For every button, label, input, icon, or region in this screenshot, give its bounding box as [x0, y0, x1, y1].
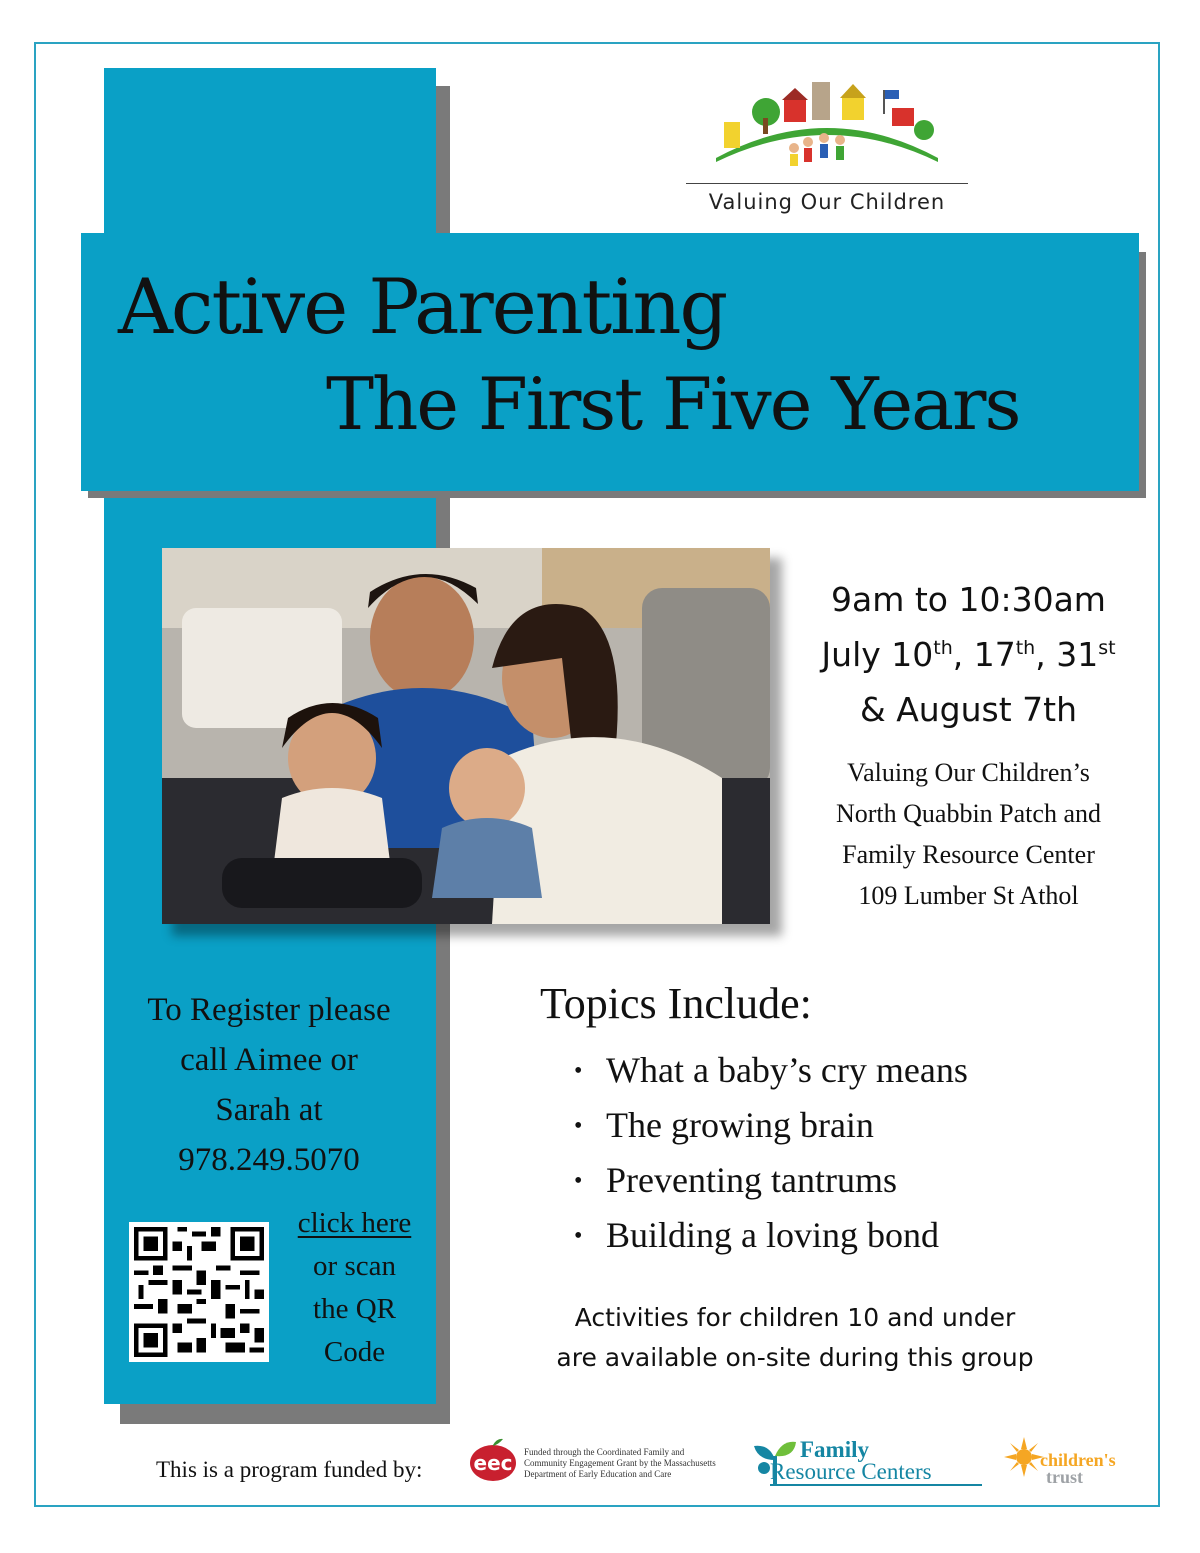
date-part: , 31	[1035, 635, 1099, 674]
title-line-2: The First Five Years	[326, 362, 1020, 446]
activities-line: are available on-site during this group	[556, 1343, 1034, 1372]
register-line: To Register please	[147, 992, 391, 1028]
qr-instructions	[282, 1202, 427, 1374]
event-details	[796, 572, 1141, 737]
eec-line: Department of Early Education and Care	[524, 1469, 672, 1479]
eec-logo	[469, 1436, 517, 1482]
event-dates-august: & August 7th	[859, 690, 1078, 729]
register-phone: 978.249.5070	[178, 1142, 360, 1178]
qr-text-line: Code	[323, 1336, 386, 1368]
date-suffix: st	[1098, 637, 1116, 659]
frc-name-line-1: Family	[800, 1437, 869, 1462]
eec-line: Funded through the Coordinated Family and	[524, 1447, 685, 1457]
location-line: Family Resource Center	[842, 840, 1095, 869]
topic-item: • Building a loving bond	[574, 1208, 968, 1263]
topic-item: • Preventing tantrums	[574, 1153, 968, 1208]
activities-line: Activities for children 10 and under	[574, 1303, 1016, 1332]
topic-item: • What a baby’s cry means	[574, 1043, 968, 1098]
logo-divider	[686, 183, 968, 184]
eec-grant-text	[524, 1447, 734, 1480]
register-line: Sarah at	[215, 1092, 323, 1128]
funded-by-label: This is a program funded by:	[156, 1457, 423, 1482]
activities-note	[520, 1298, 1070, 1378]
event-dates	[796, 627, 1141, 682]
frc-name-line-2: Resource Centers	[770, 1459, 932, 1484]
logo-org-name: Valuing Our Children	[708, 190, 946, 214]
eec-line: Community Engagement Grant by the Massachusetts	[524, 1458, 716, 1468]
family-photo	[162, 548, 770, 924]
eec-logo-text: eec	[473, 1451, 513, 1475]
date-suffix: th	[1015, 637, 1036, 659]
childrens-trust-sun-icon	[1004, 1437, 1044, 1477]
date-part: , 17	[952, 635, 1016, 674]
date-part: July 10	[821, 635, 934, 674]
date-suffix: th	[933, 637, 953, 659]
topics-heading: Topics Include:	[540, 979, 812, 1028]
childrens-trust-line-2: trust	[1046, 1467, 1083, 1487]
title-line-1: Active Parenting	[118, 262, 727, 351]
location-line: North Quabbin Patch and	[835, 799, 1101, 828]
topic-item: • The growing brain	[574, 1098, 968, 1153]
event-location	[796, 752, 1141, 916]
click-here-link[interactable]: click here	[297, 1207, 412, 1239]
frc-underline	[770, 1484, 982, 1486]
event-time: 9am to 10:30am	[831, 580, 1106, 619]
location-line: Valuing Our Children’s	[847, 758, 1090, 787]
qr-text-line: or scan	[313, 1250, 396, 1282]
topics-list	[574, 1043, 968, 1263]
qr-text-line: the QR	[313, 1293, 396, 1325]
childrens-trust-line-1: children's	[1040, 1450, 1116, 1470]
qr-code[interactable]	[129, 1222, 269, 1362]
registration-info	[104, 985, 434, 1185]
location-address: 109 Lumber St Athol	[858, 881, 1079, 910]
register-line: call Aimee or	[180, 1042, 358, 1078]
